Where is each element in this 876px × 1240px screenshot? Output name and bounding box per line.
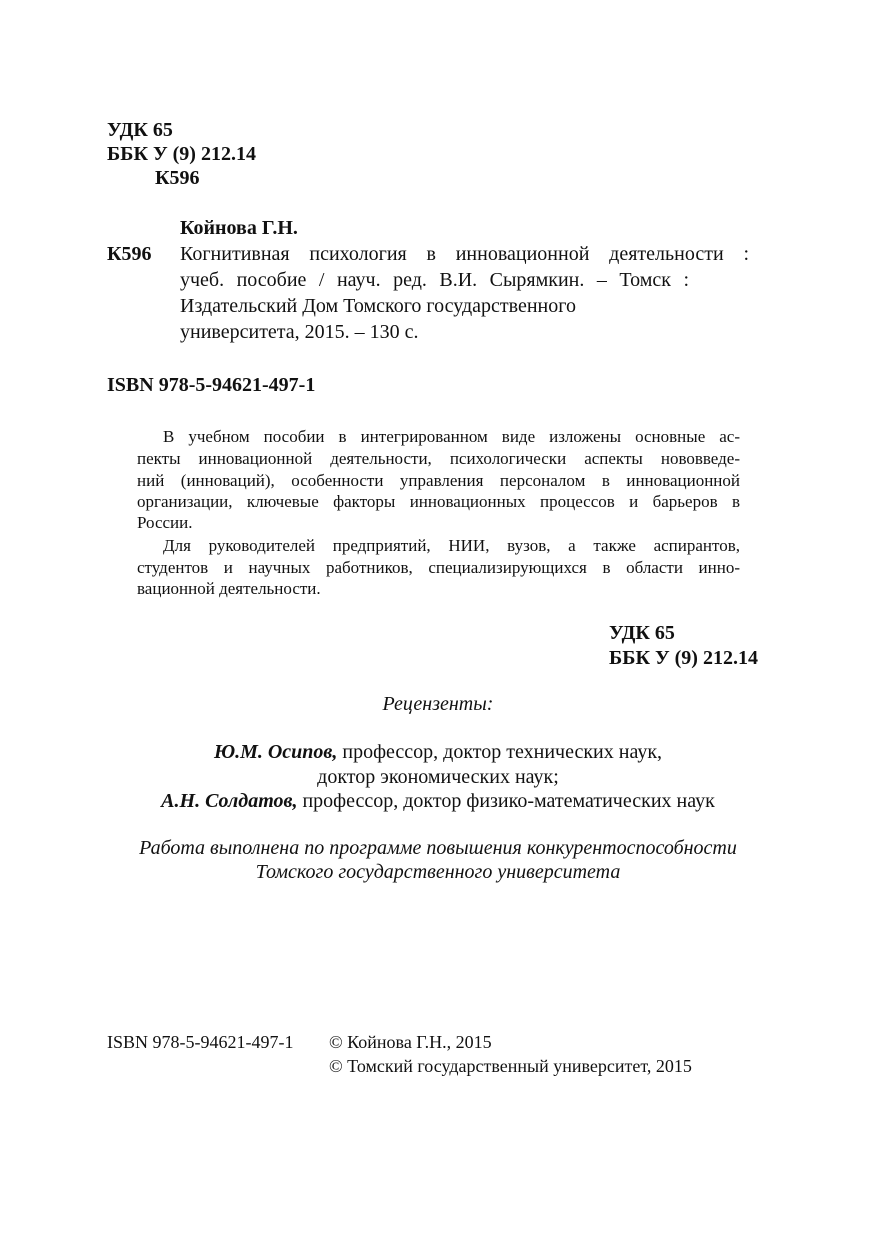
reviewer-2-title: профессор, доктор физико-математических наук — [297, 790, 715, 812]
funding-note: Томского государственного университета — [255, 861, 621, 883]
abstract-line: вационной деятельности. — [137, 579, 321, 598]
reviewer-2 — [0, 791, 876, 811]
author-mark-record: К596 — [107, 243, 152, 265]
abstract-line: пекты инновационной деятельности, психологически аспекты нововведе- — [137, 449, 740, 468]
copyright-university: © Томский государственный университет, 2015 — [329, 1056, 692, 1076]
abstract-line: Для руководителей предприятий, НИИ, вузов, а также аспирантов, — [163, 536, 740, 555]
reviewer-1-name: Ю.М. Осипов, — [213, 741, 338, 763]
isbn: ISBN 978-5-94621-497-1 — [107, 374, 316, 396]
record-line: университета, 2015. – 130 с. — [180, 321, 419, 343]
udk-code: УДК 65 — [107, 119, 173, 141]
author-mark: К596 — [155, 167, 200, 189]
udk-code-right: УДК 65 — [609, 622, 675, 644]
author: Койнова Г.Н. — [180, 217, 298, 239]
reviewer-1 — [0, 742, 876, 762]
copyright-author: © Койнова Г.Н., 2015 — [329, 1032, 492, 1052]
abstract-line: России. — [137, 513, 193, 532]
abstract-line: организации, ключевые факторы инновационных процессов и барьеров в — [137, 492, 740, 511]
bbk-code: ББК У (9) 212.14 — [107, 143, 256, 165]
abstract-line: студентов и научных работников, специализирующихся в области инно- — [137, 558, 740, 577]
reviewer-2-name: А.Н. Солдатов, — [161, 790, 298, 812]
bbk-code-right: ББК У (9) 212.14 — [609, 647, 758, 669]
reviewer-1-title: профессор, доктор технических наук, — [337, 741, 663, 763]
record-line: учеб. пособие / науч. ред. В.И. Сырямкин. – Томск : — [180, 269, 689, 291]
reviewers-title: Рецензенты: — [382, 693, 494, 715]
record-line: Издательский Дом Томского государственного — [180, 295, 576, 317]
abstract-line: В учебном пособии в интегрированном виде изложены основные ас- — [163, 427, 740, 446]
record-line: Когнитивная психология в инновационной деятельности : — [180, 243, 749, 265]
footer-isbn: ISBN 978-5-94621-497-1 — [107, 1032, 294, 1052]
abstract-line: ний (инноваций), особенности управления персоналом в инновационной — [137, 471, 740, 490]
funding-note: Работа выполнена по программе повышения конкурентоспособности — [139, 837, 737, 859]
reviewer-1-degree: доктор экономических наук; — [317, 766, 559, 788]
